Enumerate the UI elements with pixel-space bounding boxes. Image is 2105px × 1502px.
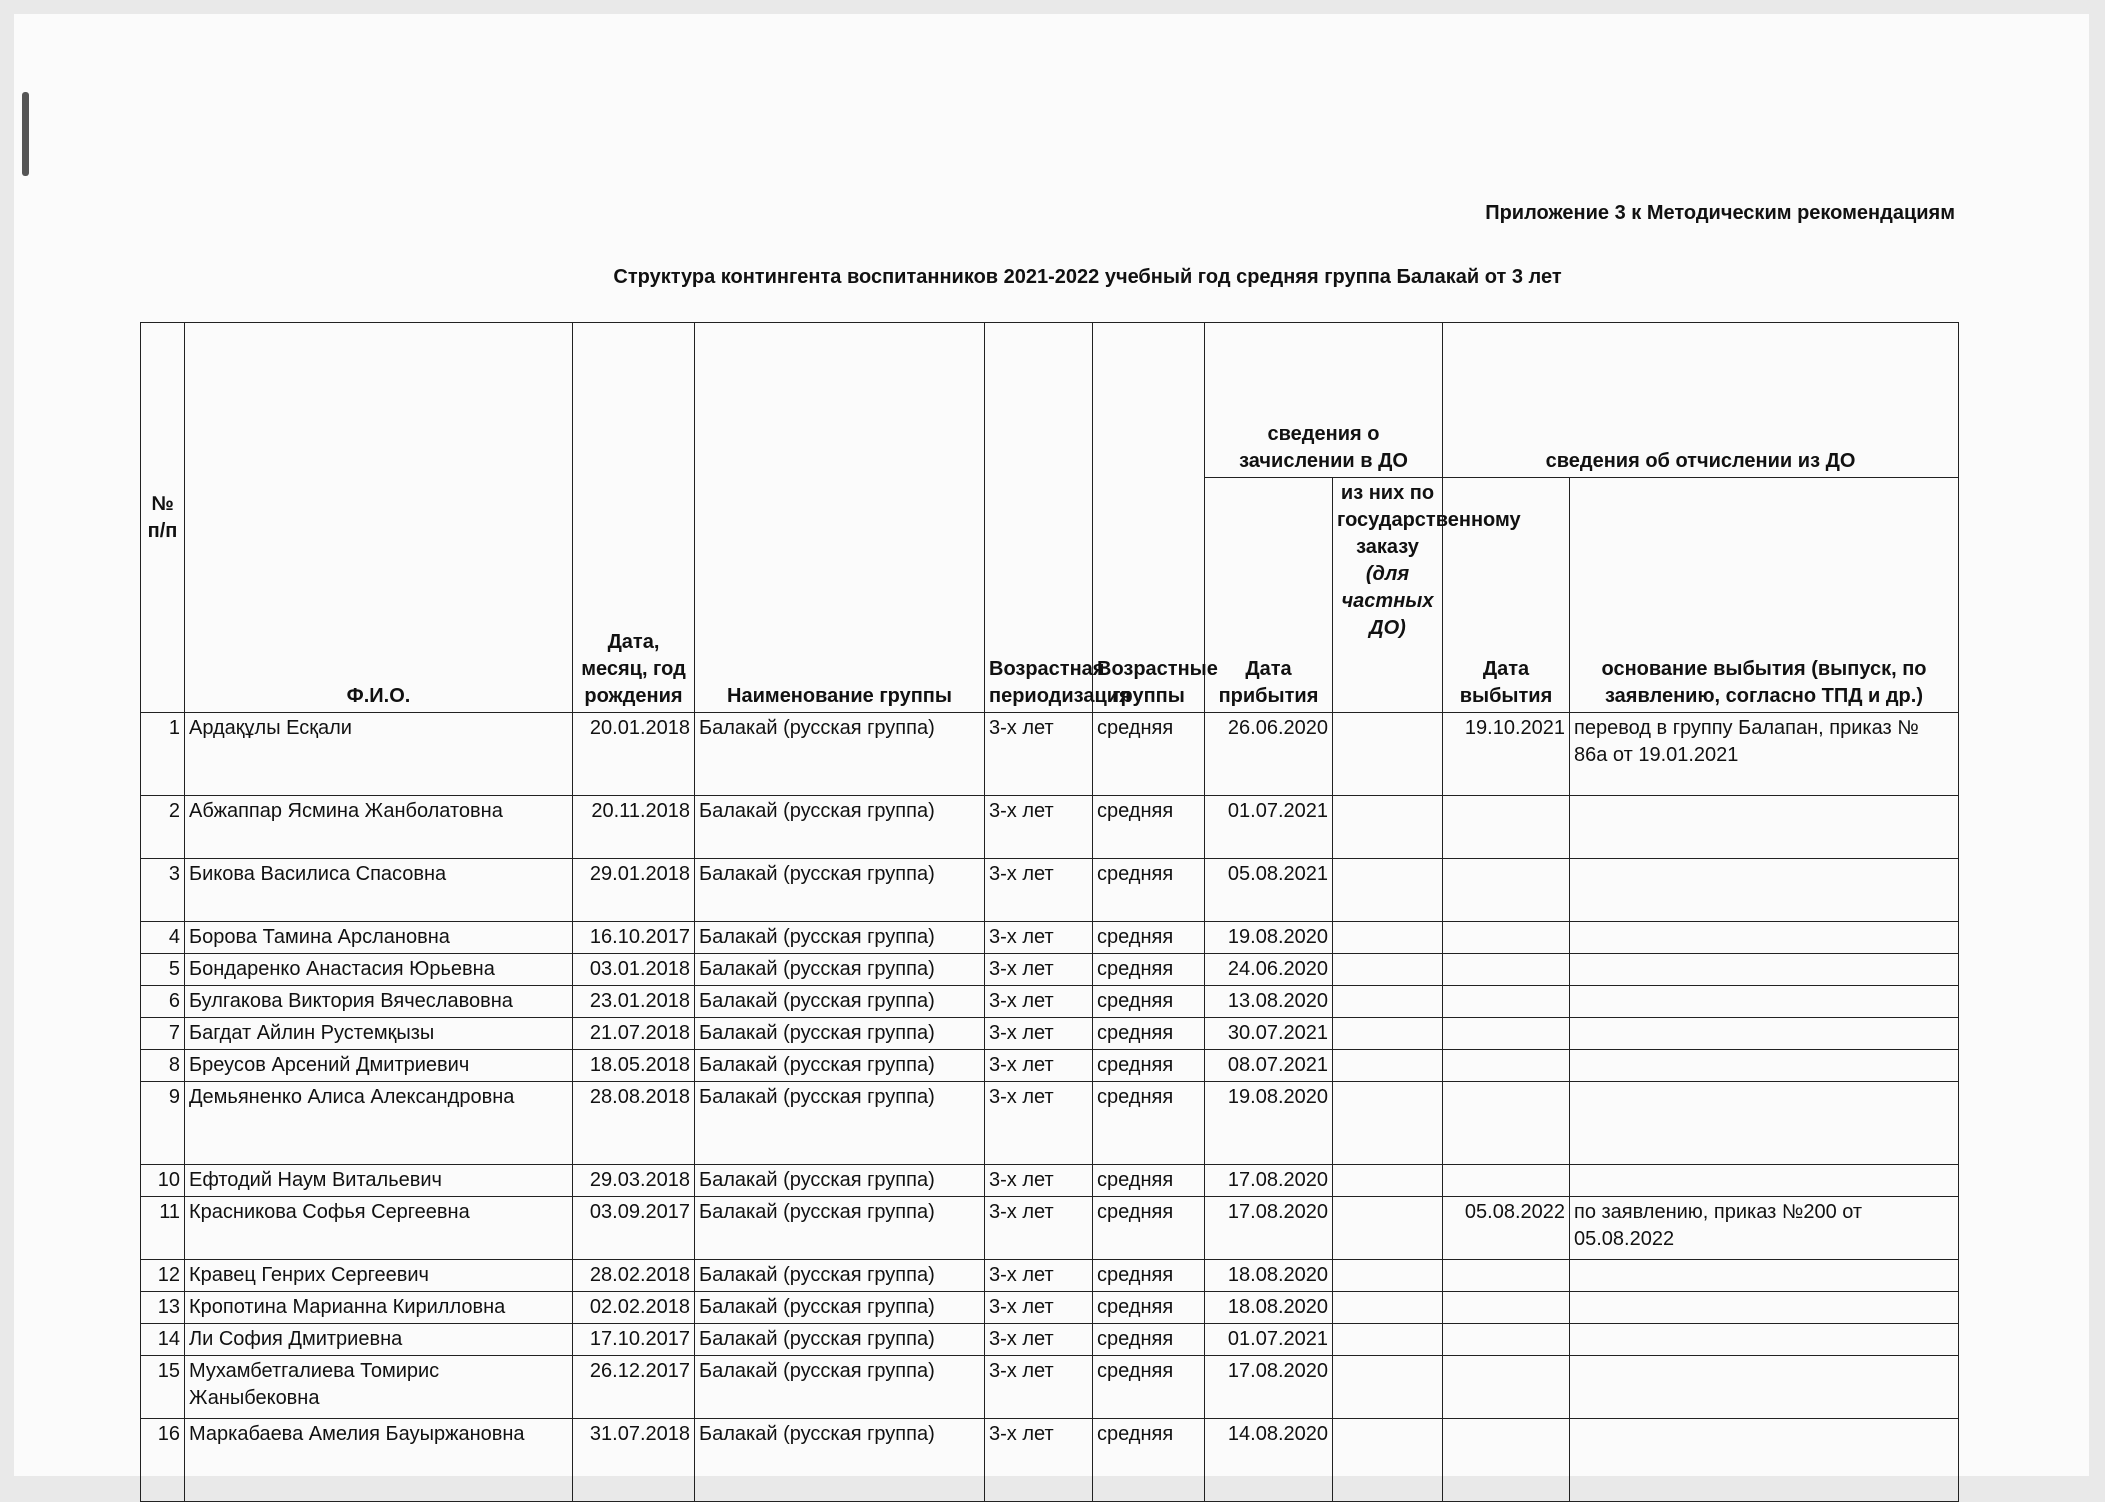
row-number: 16 <box>141 1419 185 1502</box>
departure-date <box>1443 1050 1570 1082</box>
row-number: 3 <box>141 859 185 922</box>
birth-date: 31.07.2018 <box>573 1419 695 1502</box>
departure-reason <box>1570 1082 1959 1165</box>
birth-date: 28.08.2018 <box>573 1082 695 1165</box>
group-name: Балакай (русская группа) <box>695 1356 985 1419</box>
group-name: Балакай (русская группа) <box>695 1082 985 1165</box>
table-row <box>141 796 1959 859</box>
arrival-date: 17.08.2020 <box>1205 1197 1333 1260</box>
departure-date: 19.10.2021 <box>1443 713 1570 796</box>
group-name: Балакай (русская группа) <box>695 1165 985 1197</box>
state-order <box>1333 1165 1443 1197</box>
arrival-date: 01.07.2021 <box>1205 1324 1333 1356</box>
state-order <box>1333 1050 1443 1082</box>
departure-date <box>1443 1165 1570 1197</box>
child-name: Мухамбетгалиева Томирис Жаныбековна <box>185 1356 573 1419</box>
state-order <box>1333 1197 1443 1260</box>
departure-date <box>1443 796 1570 859</box>
table-row <box>141 1197 1959 1260</box>
departure-date <box>1443 1260 1570 1292</box>
table-row <box>141 1050 1959 1082</box>
state-order <box>1333 922 1443 954</box>
document-title: Структура контингента воспитанников 2021-2022 учебный год средняя группа Балакай от 3 лет <box>613 266 1562 288</box>
arrival-date: 24.06.2020 <box>1205 954 1333 986</box>
departure-date <box>1443 954 1570 986</box>
departure-date <box>1443 922 1570 954</box>
age-period: 3-х лет <box>985 1050 1093 1082</box>
age-group: средняя <box>1093 713 1205 796</box>
arrival-date: 18.08.2020 <box>1205 1292 1333 1324</box>
birth-date: 29.01.2018 <box>573 859 695 922</box>
departure-date: 05.08.2022 <box>1443 1197 1570 1260</box>
row-number: 11 <box>141 1197 185 1260</box>
header-arrival-date: Дата прибытия <box>1205 478 1333 713</box>
child-name: Булгакова Виктория Вячеславовна <box>185 986 573 1018</box>
row-number: 5 <box>141 954 185 986</box>
child-name: Бреусов Арсений Дмитриевич <box>185 1050 573 1082</box>
child-name: Кравец Генрих Сергеевич <box>185 1260 573 1292</box>
row-number: 1 <box>141 713 185 796</box>
group-name: Балакай (русская группа) <box>695 859 985 922</box>
state-order <box>1333 954 1443 986</box>
staple-mark <box>22 92 29 176</box>
age-group: средняя <box>1093 954 1205 986</box>
child-name: Маркабаева Амелия Бауыржановна <box>185 1419 573 1502</box>
birth-date: 03.09.2017 <box>573 1197 695 1260</box>
child-name: Борова Тамина Арслановна <box>185 922 573 954</box>
child-name: Абжаппар Ясмина Жанболатовна <box>185 796 573 859</box>
age-group: средняя <box>1093 1260 1205 1292</box>
departure-date <box>1443 859 1570 922</box>
age-period: 3-х лет <box>985 1356 1093 1419</box>
group-name: Балакай (русская группа) <box>695 986 985 1018</box>
birth-date: 20.11.2018 <box>573 796 695 859</box>
header-expulsion: сведения об отчислении из ДО <box>1443 323 1959 478</box>
age-group: средняя <box>1093 1292 1205 1324</box>
group-name: Балакай (русская группа) <box>695 1018 985 1050</box>
age-period: 3-х лет <box>985 1292 1093 1324</box>
header-enrollment: сведения о зачислении в ДО <box>1205 323 1443 478</box>
age-period: 3-х лет <box>985 859 1093 922</box>
state-order <box>1333 986 1443 1018</box>
departure-date <box>1443 1082 1570 1165</box>
departure-reason <box>1570 1324 1959 1356</box>
row-number: 12 <box>141 1260 185 1292</box>
departure-reason: по заявлению, приказ №200 от 05.08.2022 <box>1570 1197 1959 1260</box>
table-row <box>141 1356 1959 1419</box>
age-period: 3-х лет <box>985 922 1093 954</box>
arrival-date: 19.08.2020 <box>1205 1082 1333 1165</box>
child-name: Кропотина Марианна Кирилловна <box>185 1292 573 1324</box>
age-group: средняя <box>1093 1018 1205 1050</box>
group-name: Балакай (русская группа) <box>695 1260 985 1292</box>
departure-reason <box>1570 954 1959 986</box>
arrival-date: 08.07.2021 <box>1205 1050 1333 1082</box>
arrival-date: 17.08.2020 <box>1205 1165 1333 1197</box>
age-group: средняя <box>1093 1419 1205 1502</box>
age-period: 3-х лет <box>985 1165 1093 1197</box>
table-row <box>141 713 1959 796</box>
departure-date <box>1443 986 1570 1018</box>
departure-reason <box>1570 1018 1959 1050</box>
departure-reason <box>1570 1260 1959 1292</box>
table-row <box>141 954 1959 986</box>
header-num: № п/п <box>141 323 185 713</box>
arrival-date: 05.08.2021 <box>1205 859 1333 922</box>
table-row <box>141 1018 1959 1050</box>
age-period: 3-х лет <box>985 1018 1093 1050</box>
table-row <box>141 1419 1959 1502</box>
child-name: Ардақұлы Есқали <box>185 713 573 796</box>
age-group: средняя <box>1093 922 1205 954</box>
child-name: Бикова Василиса Спасовна <box>185 859 573 922</box>
age-period: 3-х лет <box>985 713 1093 796</box>
row-number: 4 <box>141 922 185 954</box>
table-row <box>141 986 1959 1018</box>
departure-reason <box>1570 1419 1959 1502</box>
child-name: Багдат Айлин Рустемқызы <box>185 1018 573 1050</box>
departure-date <box>1443 1324 1570 1356</box>
age-group: средняя <box>1093 1356 1205 1419</box>
header-birth: Дата, месяц, год рождения <box>573 323 695 713</box>
birth-date: 02.02.2018 <box>573 1292 695 1324</box>
departure-reason <box>1570 796 1959 859</box>
table-row <box>141 1165 1959 1197</box>
birth-date: 23.01.2018 <box>573 986 695 1018</box>
arrival-date: 26.06.2020 <box>1205 713 1333 796</box>
age-period: 3-х лет <box>985 954 1093 986</box>
arrival-date: 14.08.2020 <box>1205 1419 1333 1502</box>
state-order <box>1333 859 1443 922</box>
header-name: Ф.И.О. <box>185 323 573 713</box>
birth-date: 20.01.2018 <box>573 713 695 796</box>
header-row-top <box>141 323 1959 478</box>
age-period: 3-х лет <box>985 1082 1093 1165</box>
header-state-order-note: (для частных ДО) <box>1341 563 1434 639</box>
table-row <box>141 1324 1959 1356</box>
state-order <box>1333 1292 1443 1324</box>
contingent-table <box>140 322 1959 1502</box>
birth-date: 26.12.2017 <box>573 1356 695 1419</box>
row-number: 14 <box>141 1324 185 1356</box>
departure-reason <box>1570 986 1959 1018</box>
age-period: 3-х лет <box>985 1197 1093 1260</box>
arrival-date: 30.07.2021 <box>1205 1018 1333 1050</box>
age-period: 3-х лет <box>985 1324 1093 1356</box>
child-name: Ли София Дмитриевна <box>185 1324 573 1356</box>
birth-date: 21.07.2018 <box>573 1018 695 1050</box>
age-group: средняя <box>1093 796 1205 859</box>
header-age-group: Возрастные группы <box>1093 323 1205 713</box>
group-name: Балакай (русская группа) <box>695 1197 985 1260</box>
group-name: Балакай (русская группа) <box>695 796 985 859</box>
appendix-note: Приложение 3 к Методическим рекомендациям <box>1485 202 1955 224</box>
departure-reason <box>1570 859 1959 922</box>
row-number: 9 <box>141 1082 185 1165</box>
departure-reason <box>1570 1356 1959 1419</box>
group-name: Балакай (русская группа) <box>695 922 985 954</box>
state-order <box>1333 1260 1443 1292</box>
state-order <box>1333 713 1443 796</box>
arrival-date: 01.07.2021 <box>1205 796 1333 859</box>
departure-reason <box>1570 1292 1959 1324</box>
departure-date <box>1443 1018 1570 1050</box>
age-period: 3-х лет <box>985 986 1093 1018</box>
group-name: Балакай (русская группа) <box>695 713 985 796</box>
state-order <box>1333 1324 1443 1356</box>
departure-date <box>1443 1419 1570 1502</box>
group-name: Балакай (русская группа) <box>695 1419 985 1502</box>
birth-date: 18.05.2018 <box>573 1050 695 1082</box>
age-group: средняя <box>1093 1197 1205 1260</box>
row-number: 8 <box>141 1050 185 1082</box>
arrival-date: 19.08.2020 <box>1205 922 1333 954</box>
age-group: средняя <box>1093 1082 1205 1165</box>
state-order <box>1333 1018 1443 1050</box>
age-period: 3-х лет <box>985 796 1093 859</box>
group-name: Балакай (русская группа) <box>695 1050 985 1082</box>
birth-date: 03.01.2018 <box>573 954 695 986</box>
group-name: Балакай (русская группа) <box>695 954 985 986</box>
age-group: средняя <box>1093 1165 1205 1197</box>
child-name: Ефтодий Наум Витальевич <box>185 1165 573 1197</box>
header-group-name: Наименование группы <box>695 323 985 713</box>
age-group: средняя <box>1093 1324 1205 1356</box>
departure-reason: перевод в группу Балапан, приказ № 86а от 19.01.2021 <box>1570 713 1959 796</box>
child-name: Демьяненко Алиса Александровна <box>185 1082 573 1165</box>
child-name: Красникова Софья Сергеевна <box>185 1197 573 1260</box>
age-group: средняя <box>1093 1050 1205 1082</box>
departure-reason <box>1570 1050 1959 1082</box>
group-name: Балакай (русская группа) <box>695 1324 985 1356</box>
state-order <box>1333 1419 1443 1502</box>
table-row <box>141 1292 1959 1324</box>
child-name: Бондаренко Анастасия Юрьевна <box>185 954 573 986</box>
birth-date: 17.10.2017 <box>573 1324 695 1356</box>
table-row <box>141 859 1959 922</box>
age-group: средняя <box>1093 859 1205 922</box>
state-order <box>1333 1356 1443 1419</box>
arrival-date: 18.08.2020 <box>1205 1260 1333 1292</box>
birth-date: 29.03.2018 <box>573 1165 695 1197</box>
arrival-date: 13.08.2020 <box>1205 986 1333 1018</box>
birth-date: 16.10.2017 <box>573 922 695 954</box>
table-row <box>141 1082 1959 1165</box>
table-row <box>141 1260 1959 1292</box>
row-number: 7 <box>141 1018 185 1050</box>
header-age-period: Возрастная периодизация <box>985 323 1093 713</box>
departure-date <box>1443 1292 1570 1324</box>
state-order <box>1333 796 1443 859</box>
departure-reason <box>1570 922 1959 954</box>
row-number: 2 <box>141 796 185 859</box>
group-name: Балакай (русская группа) <box>695 1292 985 1324</box>
departure-date <box>1443 1356 1570 1419</box>
age-period: 3-х лет <box>985 1260 1093 1292</box>
row-number: 10 <box>141 1165 185 1197</box>
row-number: 15 <box>141 1356 185 1419</box>
age-period: 3-х лет <box>985 1419 1093 1502</box>
state-order <box>1333 1082 1443 1165</box>
header-departure-date: Дата выбытия <box>1443 478 1570 713</box>
birth-date: 28.02.2018 <box>573 1260 695 1292</box>
age-group: средняя <box>1093 986 1205 1018</box>
row-number: 13 <box>141 1292 185 1324</box>
table-row <box>141 922 1959 954</box>
arrival-date: 17.08.2020 <box>1205 1356 1333 1419</box>
row-number: 6 <box>141 986 185 1018</box>
header-state-order-main: из них по государственному заказу <box>1337 482 1521 558</box>
header-departure-reason: основание выбытия (выпуск, по заявлению, согласно ТПД и др.) <box>1570 478 1959 713</box>
departure-reason <box>1570 1165 1959 1197</box>
